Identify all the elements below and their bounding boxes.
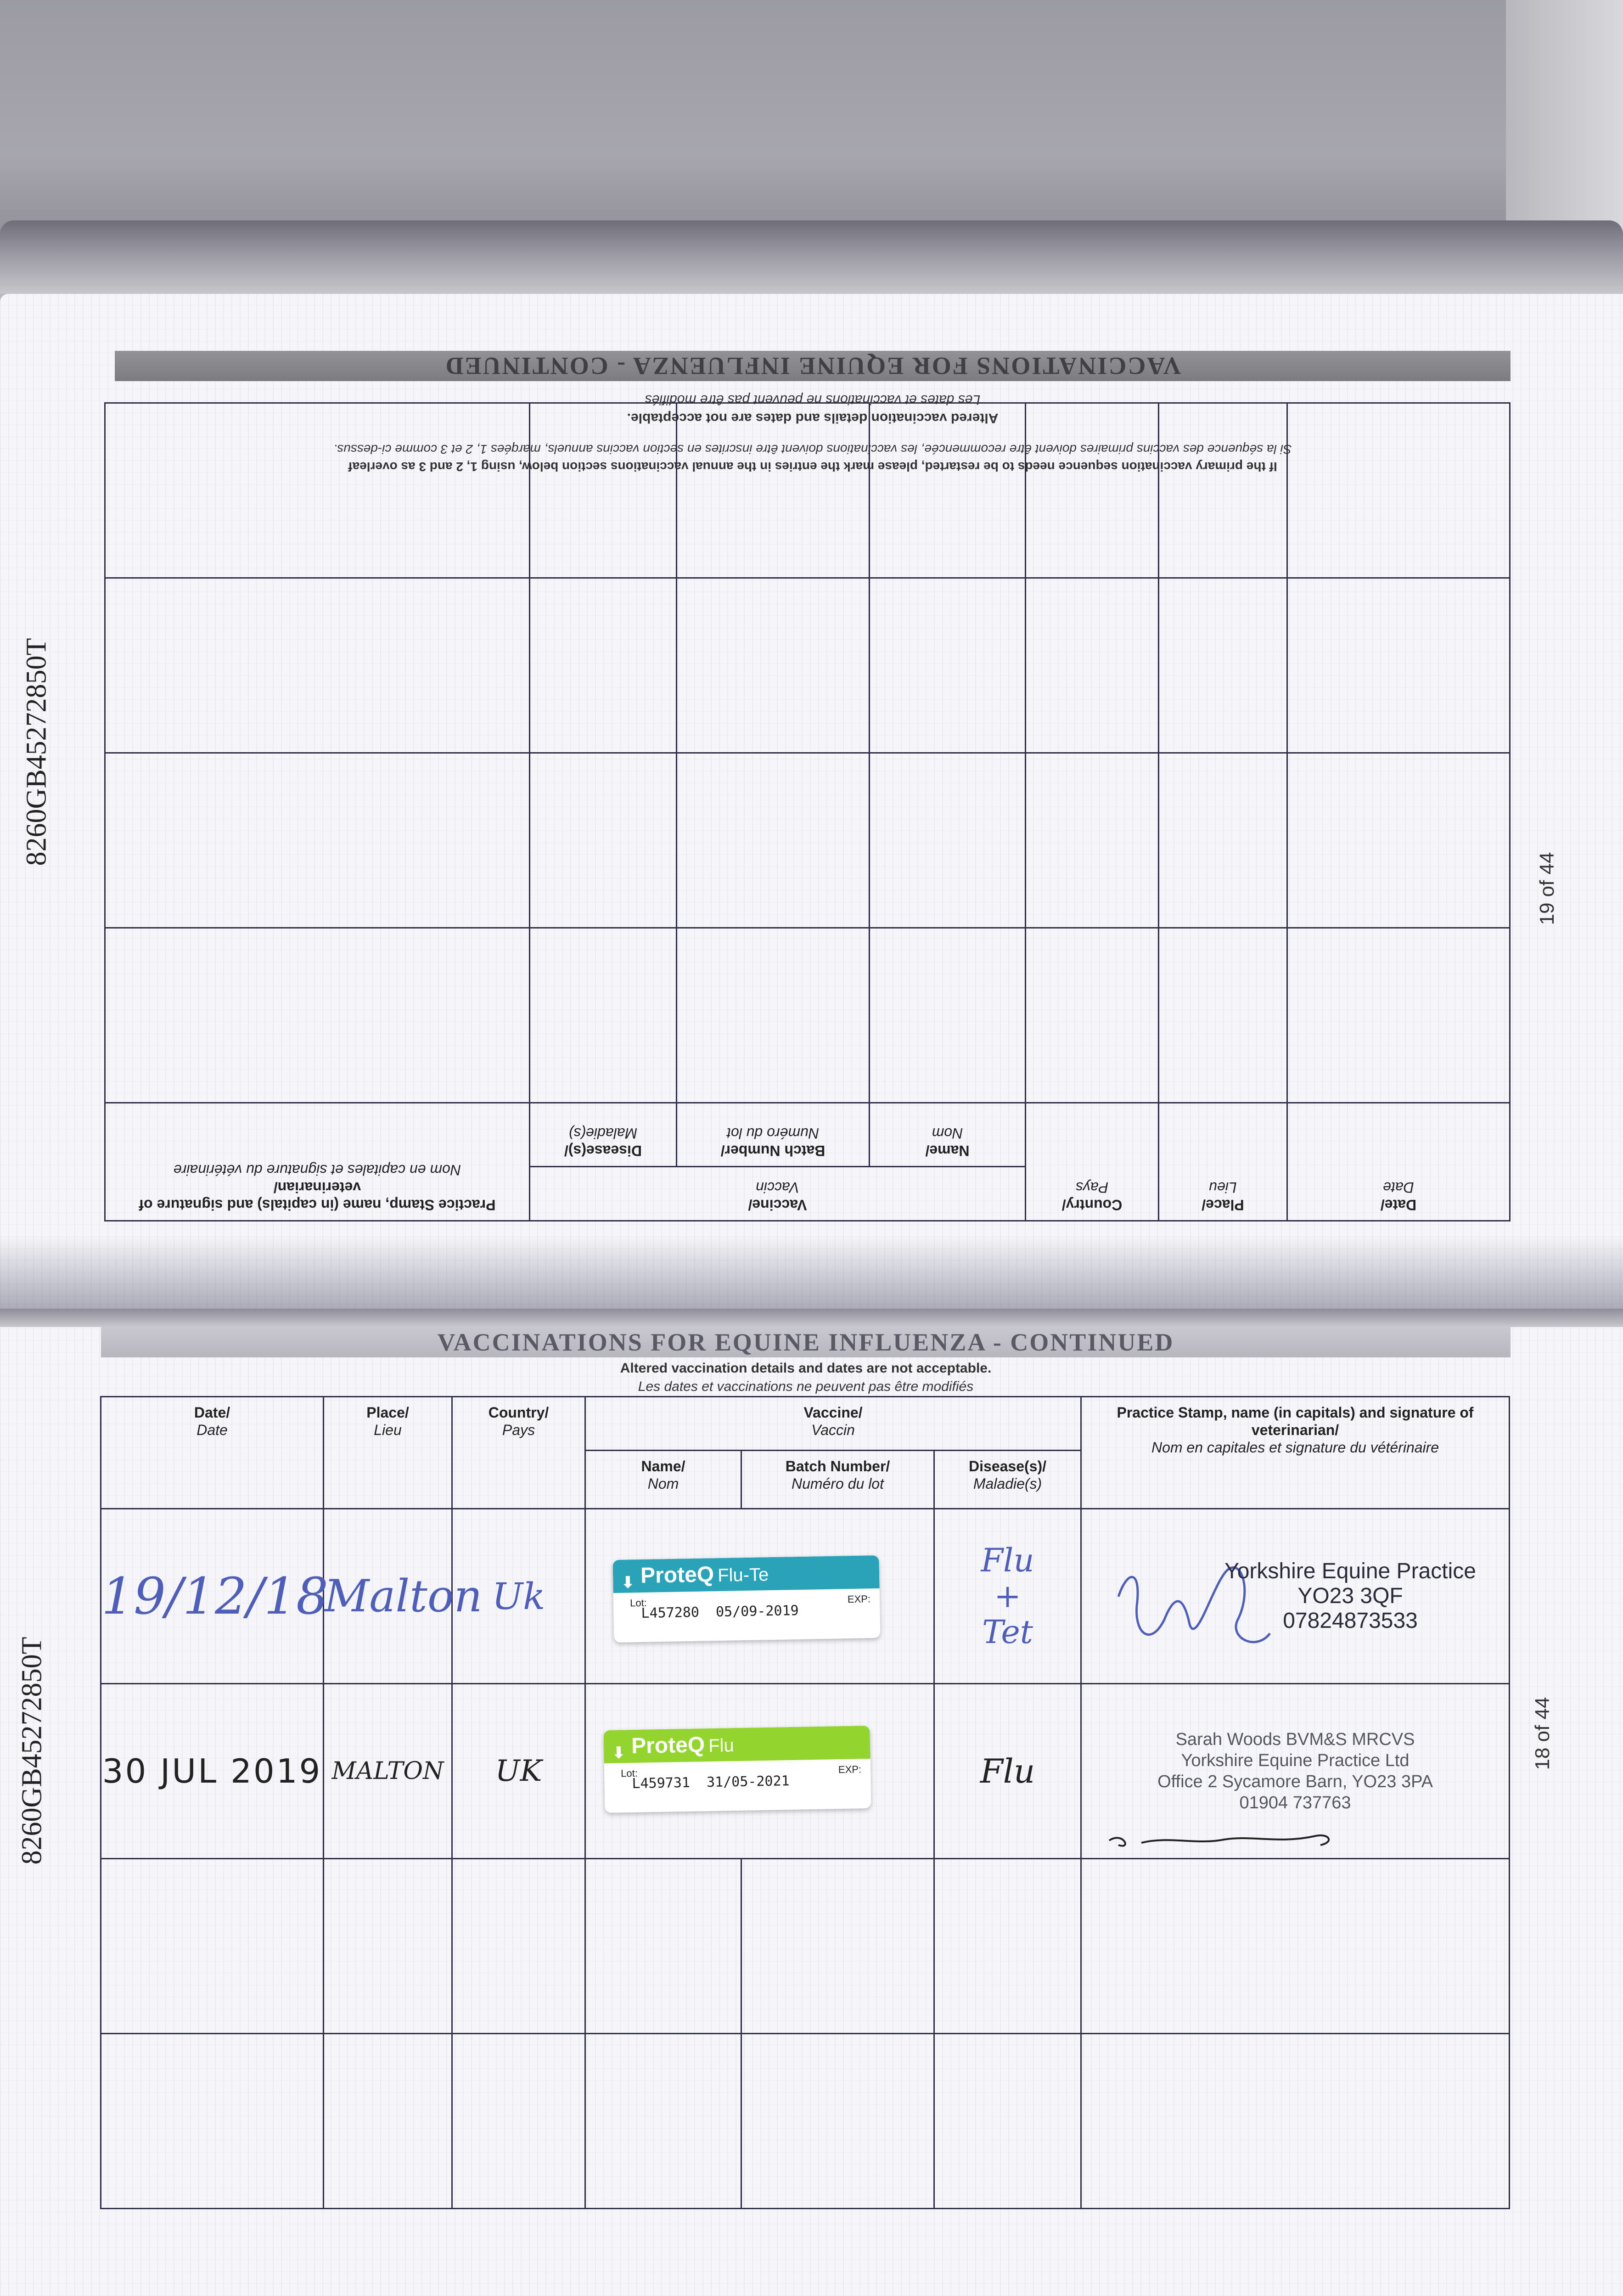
- col-header-name: Name/ Nom: [870, 1103, 1026, 1167]
- sticker-brand: ProteQ: [640, 1562, 714, 1588]
- table-row: [105, 403, 1510, 578]
- table-row: [101, 1509, 1510, 1684]
- vaccine-label-sticker: [612, 1555, 880, 1643]
- page-19: [0, 294, 1623, 1309]
- vaccination-table-top: [104, 402, 1511, 1221]
- table-row: [101, 2034, 1510, 2209]
- sticker-lot-label: Lot:: [629, 1597, 647, 1609]
- altered-note-en: Altered vaccination details and dates are not acceptable.: [620, 1361, 992, 1376]
- col-header-place: Place/ Lieu: [324, 1397, 452, 1509]
- page-18: [0, 1327, 1623, 2296]
- sticker-lot-exp: [632, 1773, 790, 1792]
- section-banner: VACCINATIONS FOR EQUINE INFLUENZA - CONTINUED: [115, 351, 1511, 381]
- col-header-disease: Disease(s)/ Maladie(s): [934, 1451, 1081, 1509]
- table-row: [101, 1684, 1510, 1859]
- vertical-id-top: 8260GB45272850T: [21, 638, 52, 866]
- arrow-down-icon: ⬇: [621, 1574, 635, 1592]
- page-19-rotated-content: [0, 294, 1623, 1309]
- page-curl-shadow: [0, 1235, 1623, 1309]
- col-header-practice: Practice Stamp, name (in capitals) and signature of veterinarian/ Nom en capitales et signature du vétérinaire: [105, 1103, 529, 1221]
- entry-country: Uk: [452, 1509, 585, 1684]
- entry-practice-stamp: Yorkshire Equine Practice YO23 3QF 07824873533: [1081, 1509, 1510, 1684]
- entry-disease: Flu + Tet: [934, 1509, 1081, 1684]
- entry-vaccine-cell: [585, 1509, 934, 1684]
- col-header-date: Date/ Date: [1287, 1103, 1510, 1221]
- col-header-vaccine: Vaccine/ Vaccin: [529, 1166, 1025, 1221]
- entry-country: UK: [452, 1684, 585, 1859]
- restart-note-en: If the primary vaccination sequence needs to be restarted, please mark the entries in the annual vaccinations section below, using 1, 2 and 3 as overleaf: [348, 460, 1277, 474]
- table-row: [101, 1859, 1510, 2034]
- entry-date: 30 JUL 2019: [101, 1684, 324, 1859]
- altered-note-en: Altered vaccination details and dates are not acceptable.: [627, 411, 999, 426]
- spine-gutter: [0, 1309, 1623, 1327]
- page-number-bottom: 18 of 44: [1531, 1697, 1554, 1770]
- sticker-product: Flu-Te: [717, 1564, 769, 1586]
- arrow-down-icon: ⬇: [612, 1744, 626, 1762]
- altered-note-fr: Les dates et vaccinations ne peuvent pas être modifiés: [645, 392, 981, 407]
- signature-scribble: [1105, 1822, 1343, 1854]
- sticker-band: [603, 1726, 870, 1763]
- section-banner: VACCINATIONS FOR EQUINE INFLUENZA - CONTINUED: [101, 1327, 1511, 1357]
- col-header-vaccine: Vaccine/ Vaccin: [585, 1397, 1081, 1451]
- col-header-disease: Disease(s)/ Maladie(s): [529, 1103, 676, 1167]
- sticker-product: Flu: [708, 1735, 735, 1756]
- background-surface: [0, 0, 1623, 257]
- col-header-practice: Practice Stamp, name (in capitals) and signature of veterinarian/ Nom en capitales et signature du vétérinaire: [1081, 1397, 1510, 1509]
- sticker-band: [612, 1555, 879, 1593]
- entry-vaccine-cell: [585, 1684, 934, 1859]
- sticker-brand: ProteQ: [631, 1733, 705, 1759]
- col-header-date: Date/ Date: [101, 1397, 324, 1509]
- sticker-exp: 05/09-2019: [715, 1603, 799, 1621]
- passport-cover-edge: [0, 220, 1623, 294]
- table-row: [105, 578, 1510, 753]
- restart-note-fr: Si la séquence des vaccins primaires doivent être recommencée, les vaccinations doivent être inscrites en section vaccins annuels, marqées 1, 2 et 3 comme ci-dessus.: [333, 442, 1292, 456]
- sticker-lot-label: Lot:: [620, 1767, 638, 1779]
- table-row: [105, 753, 1510, 928]
- sticker-lot: L457280: [641, 1604, 700, 1622]
- entry-practice-stamp: Sarah Woods BVM&S MRCVS Yorkshire Equine Practice Ltd Office 2 Sycamore Barn, YO23 3PA 01904 737763: [1081, 1684, 1510, 1859]
- vaccination-table: [100, 1396, 1510, 2209]
- entry-date: 19/12/18: [101, 1509, 324, 1684]
- sticker-lot-exp: [641, 1603, 799, 1621]
- sticker-exp: 31/05-2021: [706, 1773, 790, 1791]
- sticker-lot: L459731: [632, 1774, 691, 1792]
- col-header-place: Place/ Lieu: [1159, 1103, 1287, 1221]
- col-header-batch: Batch Number/ Numéro du lot: [677, 1103, 870, 1167]
- col-header-country: Country/ Pays: [1026, 1103, 1159, 1221]
- altered-note: [101, 1359, 1511, 1396]
- altered-note-fr: Les dates et vaccinations ne peuvent pas être modifiés: [638, 1379, 974, 1394]
- table-row: [105, 928, 1510, 1103]
- entry-place: Malton: [324, 1509, 452, 1684]
- col-header-country: Country/ Pays: [452, 1397, 585, 1509]
- vertical-id-bottom: 8260GB45272850T: [16, 1637, 48, 1865]
- entry-place: MALTON: [324, 1684, 452, 1859]
- vaccine-label-sticker: [603, 1726, 871, 1813]
- page-number-top: 19 of 44: [1536, 852, 1558, 925]
- sticker-exp-label: EXP:: [847, 1593, 871, 1605]
- col-header-name: Name/ Nom: [585, 1451, 741, 1509]
- sticker-exp-label: EXP:: [838, 1763, 862, 1776]
- entry-disease: Flu: [934, 1684, 1081, 1859]
- col-header-batch: Batch Number/ Numéro du lot: [741, 1451, 934, 1509]
